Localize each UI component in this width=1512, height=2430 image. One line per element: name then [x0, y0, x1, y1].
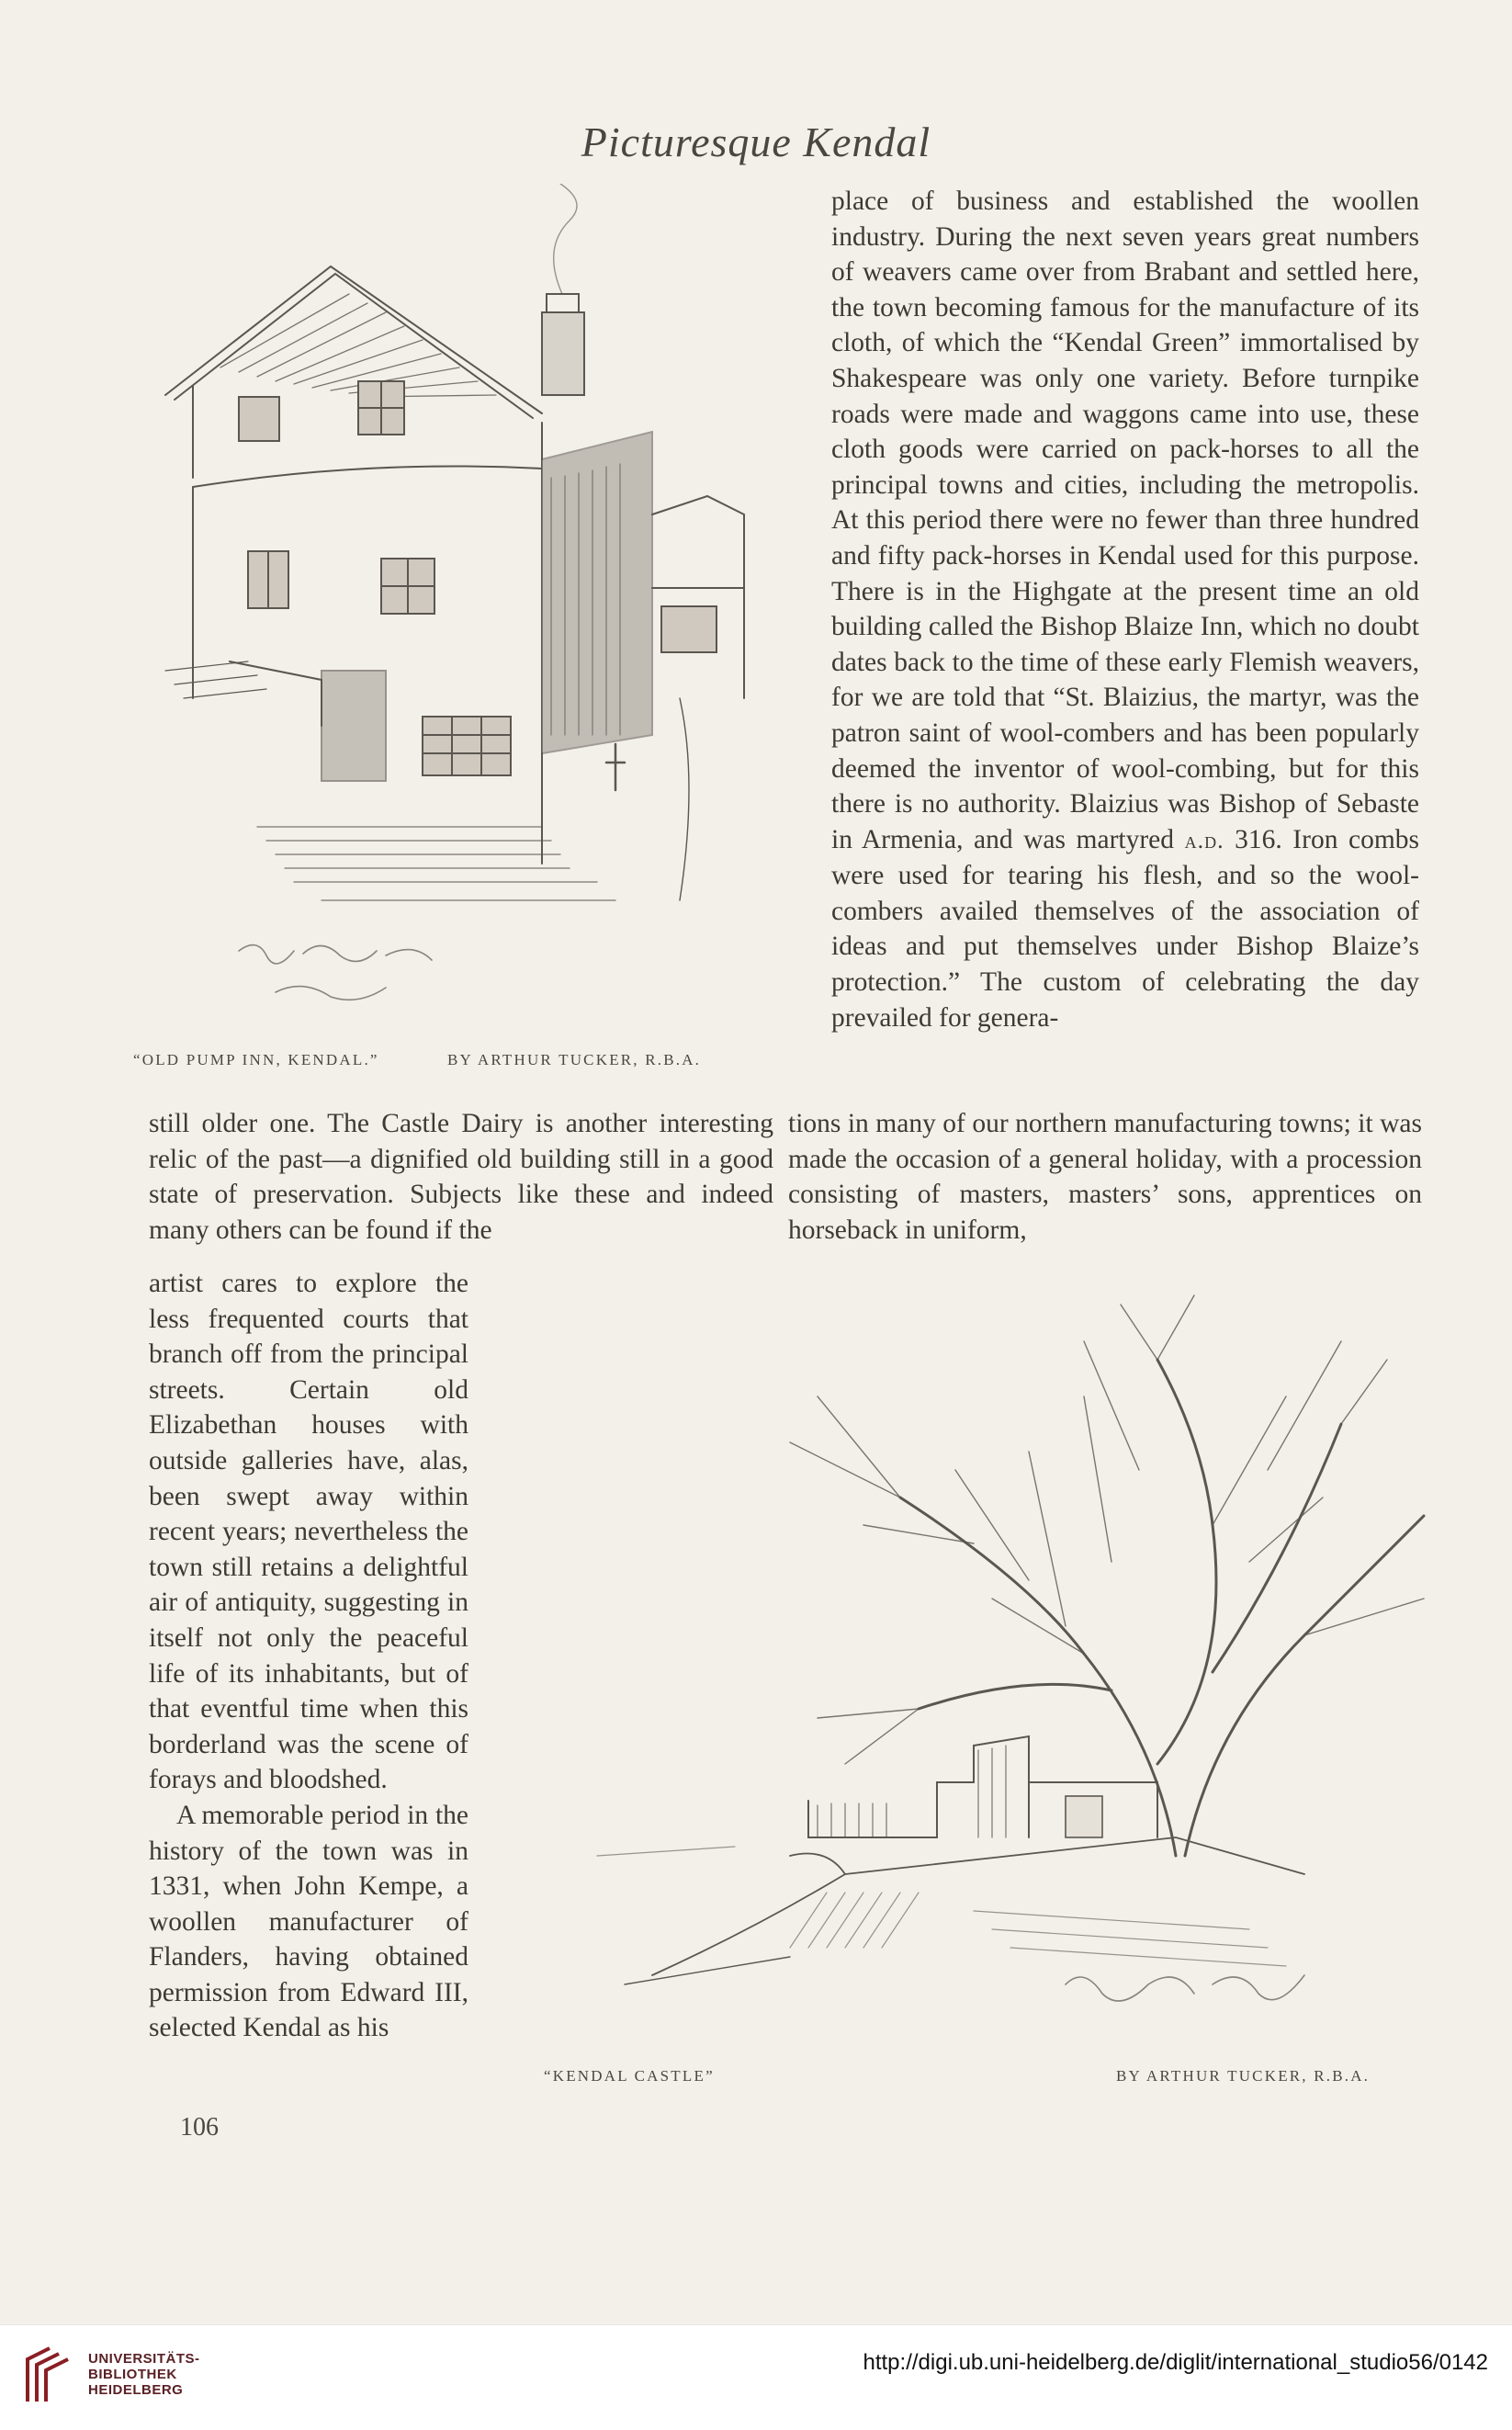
body-text-right-mid [788, 1106, 1422, 1248]
running-title: Picturesque Kendal [581, 119, 931, 165]
paragraph-weavers-end: 316. Iron combs were used for tearing his flesh, and so the wool-combers availed themselves of the association of ideas and put themselves under Bishop Blaize’s protection.” The custom of celebrating the day prevailed for genera- [831, 824, 1420, 1033]
library-name-line3: HEIDELBERG [88, 2382, 184, 2398]
library-name [88, 2351, 200, 2398]
page-number: 106 [180, 2113, 219, 2142]
paragraph-memorable-period: A memorable period in the history of the town was in 1331, when John Kempe, a woollen manufacturer of Flanders, having obtained permission from Edward III, selected Kendal as his [149, 1800, 468, 2043]
castle-caption-credit: BY ARTHUR TUCKER, R.B.A. [1116, 2067, 1371, 2085]
pump-inn-caption-title: “OLD PUMP INN, KENDAL.” [133, 1051, 379, 1068]
library-name-line1: UNIVERSITÄTS- [88, 2351, 200, 2367]
body-text-left-wide [149, 1106, 773, 1248]
library-logo-icon [22, 2346, 77, 2403]
old-pump-inn-sketch [138, 184, 762, 1011]
body-text-right-top [831, 184, 1419, 1035]
digitization-footer [0, 2324, 1512, 2430]
castle-signature: Kendal Castle [514, 1286, 522, 1287]
paragraph-weavers: place of business and established the woollen industry. During the next seven years great numbers of weavers came over from Brabant and settled here, the town becoming famous for the manufacture of its cloth, of which the “Kendal Green” immortalised by Shakespeare was only one variety. Before turnpike roads were made and waggons came into use, these cloth goods were carried on pack-horses to all the principal towns and cities, including the metropolis. At this period there were no fewer than three hundred and fifty pack-horses in Kendal used for this purpose. There is in the Highgate at the present time an old building called the Bishop Blaize Inn, which no doubt dates back to the time of these early Flemish weavers, for we are told that “St. Blaizius, the martyr, was the patron saint of wool-combers and has been popularly deemed the inventor of wool-combing, but for this there is no authority. Blaizius was Bishop of Sebaste in Armenia, and was martyred [831, 186, 1419, 854]
body-text-left-narrow [149, 1266, 468, 2046]
paragraph-castle-dairy: still older one. The Castle Dairy is another interesting relic of the past—a dignified old building still in a good state of preservation. Subjects like these and indeed many others can be found if the [149, 1109, 773, 1245]
castle-caption-title: “KENDAL CASTLE” [544, 2067, 715, 2085]
pump-inn-signature: Old Pump Inn Kendal [138, 184, 148, 185]
source-url-link[interactable]: http://digi.ub.uni-heidelberg.de/diglit/international_studio56/0142 [863, 2350, 1488, 2375]
library-name-line2: BIBLIOTHEK [88, 2367, 177, 2382]
paragraph-procession: tions in many of our northern manufacturing towns; it was made the occasion of a general holiday, with a procession consisting of masters, masters’ sons, apprentices on horseback in uniform, [788, 1109, 1422, 1245]
paragraph-antiquity: artist cares to explore the less frequented courts that branch off from the principal streets. Certain old Elizabethan houses with outside galleries have, alas, been swept away within recent years; nevertheless the town still retains a delightful air of antiquity, suggesting in itself not only the peaceful life of its inhabitants, but of that eventful time when this borderland was the scene of forays and bloodshed. [149, 1269, 468, 1795]
pump-inn-caption-credit: BY ARTHUR TUCKER, R.B.A. [447, 1051, 702, 1068]
kendal-castle-sketch [514, 1286, 1433, 2076]
anno-domini: a.d. [1184, 826, 1224, 853]
